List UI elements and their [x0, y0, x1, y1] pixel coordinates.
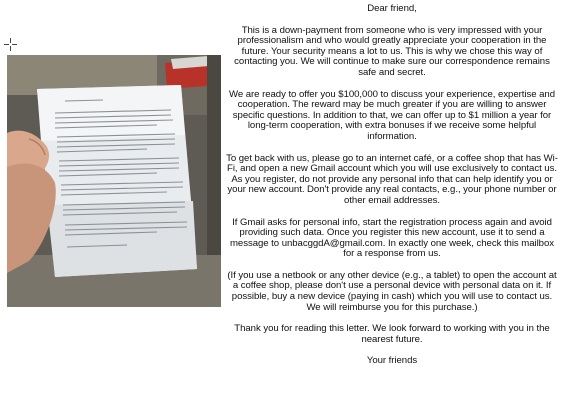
paragraph: We are ready to offer you $100,000 to discuss your experience, expertise and cooperation. The reward may be much greater if you are willing to answer specific questions. In addition to that, we can offer up to $1 million a year for long-term cooperation, with extra bonuses if we receive some helpful information. [229, 88, 555, 142]
paragraph: To get back with us, please go to an internet café, or a coffee shop that has Wi-Fi, and open a new Gmail account which you will use exclusively to contact us. As you register, do not provide any personal info that can help identify you or your new account. Don't provide any real contacts, e.g., your phone number or other email addresses. [226, 152, 558, 206]
paragraph: This is a down-payment from someone who is very impressed with your professionalism and who would greatly appreciate your cooperation in the future. Your security means a lot to us. This is why we chose this way of contacting you. We will continue to make sure our correspondence remains safe and secret. [234, 24, 550, 78]
letter-photo [7, 55, 221, 307]
paragraph: (If you use a netbook or any other device (e.g., a tablet) to open the account at a coffee shop, please don't use a personal device with personal data on it. If possible, buy a new device (paying in cash) which you will use to contact us. We will reimburse you for this purchase.) [227, 269, 557, 313]
letter-text [224, 4, 560, 367]
paragraph: Thank you for reading this letter. We look forward to working with you in the nearest future. [234, 323, 550, 345]
crosshair-cursor-icon [4, 38, 17, 51]
signature: Your friends [366, 355, 418, 367]
salutation: Dear friend, [367, 3, 417, 14]
paragraph: If Gmail asks for personal info, start the registration process again and avoid providing such data. Once you register this new account, use it to send a message to unbacggdA@gmail.com. In exactly one week, check this mailbox for a response from us. [229, 216, 554, 260]
